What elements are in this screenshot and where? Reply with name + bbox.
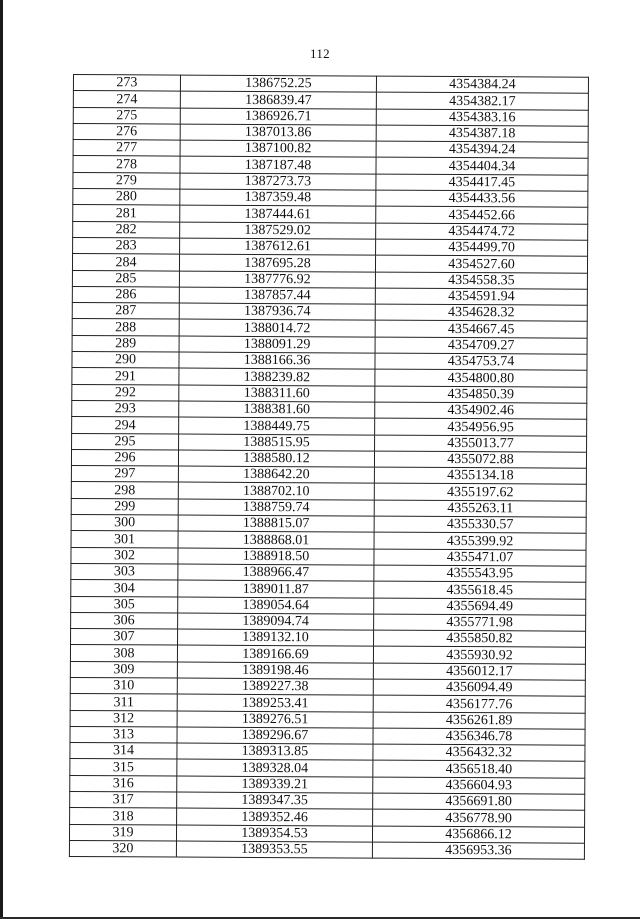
y-coordinate-cell: 4354527.60 [375,255,587,272]
x-coordinate-cell: 1388166.36 [179,352,375,369]
point-number-cell: 313 [70,726,177,743]
point-number-cell: 287 [72,303,179,320]
y-coordinate-cell: 4354394.24 [376,141,588,158]
point-number-cell: 320 [69,840,176,857]
table-row [69,840,584,859]
y-coordinate-cell: 4354383.16 [376,109,588,126]
y-coordinate-cell: 4354902.46 [375,402,587,419]
y-coordinate-cell: 4355072.88 [374,451,586,468]
x-coordinate-cell: 1389328.04 [177,760,373,777]
x-coordinate-cell: 1387013.86 [180,124,376,141]
point-number-cell: 316 [70,775,177,792]
y-coordinate-cell: 4356778.90 [373,809,585,826]
point-number-cell: 279 [73,172,180,189]
x-coordinate-cell: 1389166.69 [177,645,373,662]
point-number-cell: 288 [72,319,179,336]
y-coordinate-cell: 4355694.49 [374,598,586,615]
x-coordinate-cell: 1388311.60 [179,385,375,402]
point-number-cell: 303 [71,563,178,580]
x-coordinate-cell: 1387444.61 [180,205,376,222]
point-number-cell: 284 [72,254,179,271]
point-number-cell: 285 [72,270,179,287]
y-coordinate-cell: 4356012.17 [373,663,585,680]
point-number-cell: 319 [69,824,176,841]
y-coordinate-cell: 4356177.76 [373,695,585,712]
x-coordinate-cell: 1386839.47 [180,91,376,108]
x-coordinate-cell: 1388449.75 [179,417,375,434]
point-number-cell: 273 [73,75,180,92]
y-coordinate-cell: 4355771.98 [374,614,586,631]
x-coordinate-cell: 1387776.92 [179,271,375,288]
y-coordinate-cell: 4354452.66 [376,206,588,223]
x-coordinate-cell: 1389313.85 [177,743,373,760]
y-coordinate-cell: 4354956.95 [375,418,587,435]
point-number-cell: 286 [72,286,179,303]
point-number-cell: 291 [72,368,179,385]
point-number-cell: 309 [70,661,177,678]
y-coordinate-cell: 4355197.62 [374,484,586,501]
point-number-cell: 296 [71,449,178,466]
x-coordinate-cell: 1388702.10 [178,482,374,499]
x-coordinate-cell: 1388759.74 [178,499,374,516]
y-coordinate-cell: 4356691.80 [373,793,585,810]
y-coordinate-cell: 4354628.32 [375,304,587,321]
x-coordinate-cell: 1389339.21 [177,776,373,793]
y-coordinate-cell: 4354753.74 [375,353,587,370]
x-coordinate-cell: 1388515.95 [179,434,375,451]
point-number-cell: 295 [72,433,179,450]
x-coordinate-cell: 1389296.67 [177,727,373,744]
y-coordinate-cell: 4355543.95 [374,565,586,582]
y-coordinate-cell: 4354591.94 [375,288,587,305]
x-coordinate-cell: 1387612.61 [180,238,376,255]
y-coordinate-cell: 4354709.27 [375,337,587,354]
point-number-cell: 292 [72,384,179,401]
y-coordinate-cell: 4354404.34 [376,158,588,175]
y-coordinate-cell: 4354800.80 [375,369,587,386]
x-coordinate-cell: 1389094.74 [178,613,374,630]
point-number-cell: 317 [70,792,177,809]
y-coordinate-cell: 4355134.18 [374,467,586,484]
point-number-cell: 304 [71,580,178,597]
x-coordinate-cell: 1388580.12 [178,450,374,467]
x-coordinate-cell: 1387187.48 [180,157,376,174]
y-coordinate-cell: 4354558.35 [375,272,587,289]
x-coordinate-cell: 1388966.47 [178,564,374,581]
y-coordinate-cell: 4355471.07 [374,549,586,566]
point-number-cell: 294 [72,417,179,434]
x-coordinate-cell: 1387857.44 [179,287,375,304]
x-coordinate-cell: 1389253.41 [177,694,373,711]
y-coordinate-cell: 4356866.12 [372,826,584,843]
x-coordinate-cell: 1389352.46 [177,808,373,825]
y-coordinate-cell: 4354667.45 [375,321,587,338]
x-coordinate-cell: 1389353.55 [176,841,372,858]
y-coordinate-cell: 4356953.36 [372,842,584,859]
y-coordinate-cell: 4354850.39 [375,386,587,403]
scan-edge-left [0,0,3,919]
y-coordinate-cell: 4354384.24 [376,76,588,93]
x-coordinate-cell: 1388381.60 [179,401,375,418]
x-coordinate-cell: 1387695.28 [179,254,375,271]
point-number-cell: 318 [70,808,177,825]
y-coordinate-cell: 4356518.40 [373,761,585,778]
y-coordinate-cell: 4355618.45 [374,581,586,598]
y-coordinate-cell: 4356094.49 [373,679,585,696]
x-coordinate-cell: 1389132.10 [178,629,374,646]
y-coordinate-cell: 4354417.45 [376,174,588,191]
point-number-cell: 307 [71,629,178,646]
point-number-cell: 315 [70,759,177,776]
point-number-cell: 282 [73,221,180,238]
point-number-cell: 283 [73,237,180,254]
point-number-cell: 298 [71,482,178,499]
x-coordinate-cell: 1388239.82 [179,368,375,385]
x-coordinate-cell: 1388815.07 [178,515,374,532]
y-coordinate-cell: 4354499.70 [376,239,588,256]
x-coordinate-cell: 1388868.01 [178,531,374,548]
point-number-cell: 301 [71,531,178,548]
x-coordinate-cell: 1388918.50 [178,548,374,565]
y-coordinate-cell: 4354387.18 [376,125,588,142]
y-coordinate-cell: 4355013.77 [375,435,587,452]
x-coordinate-cell: 1386926.71 [180,108,376,125]
point-number-cell: 278 [73,156,180,173]
x-coordinate-cell: 1387273.73 [180,173,376,190]
point-number-cell: 290 [72,352,179,369]
point-number-cell: 310 [70,677,177,694]
x-coordinate-cell: 1386752.25 [180,75,376,92]
point-number-cell: 277 [73,140,180,157]
x-coordinate-cell: 1389227.38 [177,678,373,695]
point-number-cell: 305 [71,596,178,613]
x-coordinate-cell: 1388642.20 [178,466,374,483]
y-coordinate-cell: 4354433.56 [376,190,588,207]
y-coordinate-cell: 4354382.17 [376,92,588,109]
x-coordinate-cell: 1389198.46 [177,662,373,679]
x-coordinate-cell: 1387359.48 [180,189,376,206]
x-coordinate-cell: 1387100.82 [180,140,376,157]
point-number-cell: 312 [70,710,177,727]
y-coordinate-cell: 4355330.57 [374,516,586,533]
point-number-cell: 311 [70,694,177,711]
y-coordinate-cell: 4354474.72 [376,223,588,240]
point-number-cell: 281 [73,205,180,222]
x-coordinate-cell: 1389054.64 [178,597,374,614]
y-coordinate-cell: 4356261.89 [373,712,585,729]
point-number-cell: 308 [70,645,177,662]
y-coordinate-cell: 4355850.82 [374,630,586,647]
point-number-cell: 274 [73,91,180,108]
point-number-cell: 276 [73,123,180,140]
x-coordinate-cell: 1389276.51 [177,711,373,728]
y-coordinate-cell: 4356604.93 [373,777,585,794]
x-coordinate-cell: 1388091.29 [179,336,375,353]
coordinates-table [69,74,589,860]
coordinates-table-body [69,75,588,860]
x-coordinate-cell: 1388014.72 [179,320,375,337]
x-coordinate-cell: 1389011.87 [178,580,374,597]
point-number-cell: 300 [71,515,178,532]
y-coordinate-cell: 4356346.78 [373,728,585,745]
point-number-cell: 314 [70,743,177,760]
x-coordinate-cell: 1389354.53 [176,825,372,842]
point-number-cell: 289 [72,335,179,352]
y-coordinate-cell: 4355399.92 [374,532,586,549]
x-coordinate-cell: 1387529.02 [180,222,376,239]
y-coordinate-cell: 4355263.11 [374,500,586,517]
point-number-cell: 293 [72,400,179,417]
point-number-cell: 302 [71,547,178,564]
point-number-cell: 306 [71,612,178,629]
point-number-cell: 280 [73,189,180,206]
point-number-cell: 297 [71,466,178,483]
y-coordinate-cell: 4355930.92 [373,646,585,663]
point-number-cell: 275 [73,107,180,124]
x-coordinate-cell: 1389347.35 [177,792,373,809]
point-number-cell: 299 [71,498,178,515]
page-number: 112 [310,46,330,61]
x-coordinate-cell: 1387936.74 [179,303,375,320]
y-coordinate-cell: 4356432.32 [373,744,585,761]
